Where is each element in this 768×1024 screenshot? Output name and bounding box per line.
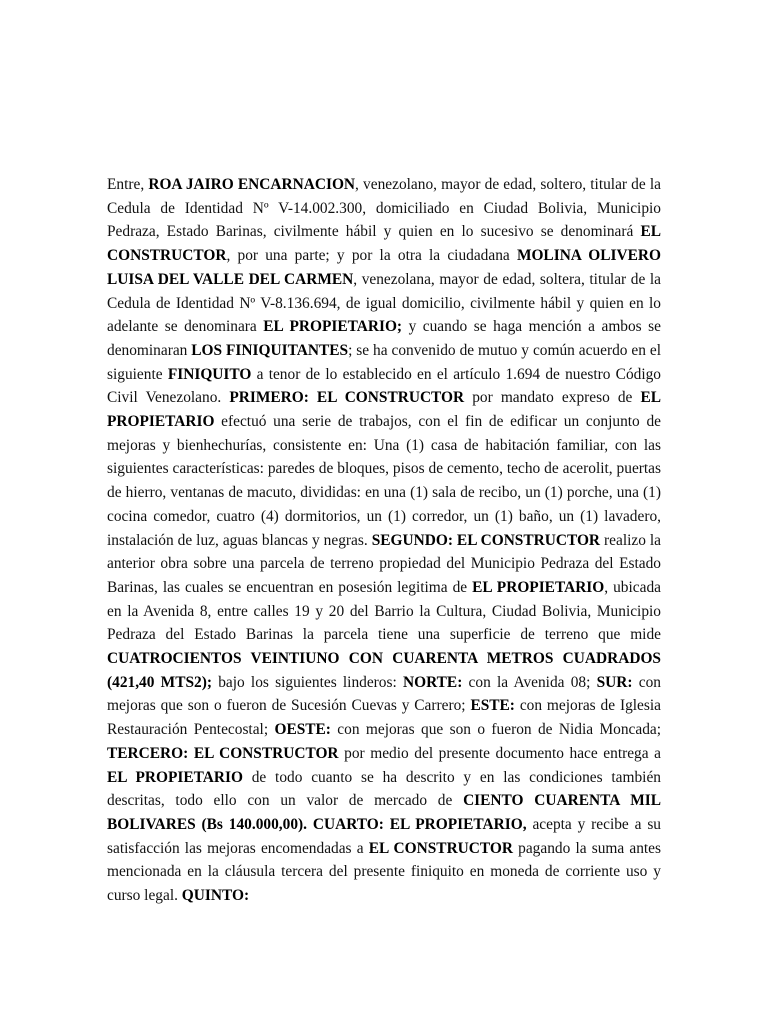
bold-term: MOLINA OLIVERO LUISA DEL VALLE DEL CARMEN [107, 247, 661, 288]
bold-term: CIENTO CUARENTA MIL BOLIVARES (Bs 140.000,00). CUARTO: EL PROPIETARIO, [107, 792, 661, 833]
text-run: ; se ha convenido de mutuo y común acuerdo en el siguiente [107, 341, 662, 383]
text-run: , venezolano, mayor de edad, soltero, titular de la Cedula de Identidad Nº V-14.002.300, domiciliado en Ciudad Bolivia, Municipio Pedraza, Estado Barinas, civilmente hábil y quien en lo sucesivo se denominará [107, 176, 661, 241]
bold-term: SEGUNDO: EL CONSTRUCTOR [371, 531, 601, 549]
text-run: bajo los siguientes linderos: [211, 673, 403, 691]
bold-term: PRIMERO: EL CONSTRUCTOR [229, 389, 465, 407]
bold-term: EL CONSTRUCTOR [107, 223, 661, 265]
bold-term: FINIQUITO [167, 365, 252, 383]
bold-term: EL PROPIETARIO; [263, 318, 403, 336]
text-run: y cuando se haga mención a ambos se denominaran [107, 318, 661, 359]
text-run: por medio del presente documento hace entrega a [338, 744, 661, 762]
text-run: por mandato expreso de [464, 389, 641, 407]
bold-term: EL CONSTRUCTOR [368, 839, 513, 857]
text-run: con la Avenida 08; [462, 673, 597, 691]
text-run: con mejoras que son o fueron de Sucesión Cuevas y Carrero; [107, 673, 661, 715]
bold-term: ESTE: [470, 697, 515, 715]
text-run: de todo cuanto se ha descrito y en las condiciones también descritas, todo ello con un valor de mercado de [107, 768, 661, 810]
bold-term: EL PROPIETARIO [107, 389, 662, 431]
bold-term: CUATROCIENTOS VEINTIUNO CON CUARENTA METROS CUADRADOS (421,40 MTS2); [107, 650, 661, 691]
bold-term: SUR: [596, 673, 633, 691]
bold-term: LOS FINIQUITANTES [191, 341, 349, 359]
bold-term: QUINTO: [181, 887, 250, 905]
bold-term: TERCERO: EL CONSTRUCTOR [107, 744, 339, 762]
text-run: pagando la suma antes mencionada en la cláusula tercera del presente finiquito en moneda de corriente uso y curso legal. [107, 839, 661, 905]
bold-term: EL PROPIETARIO [107, 768, 243, 786]
bold-term: EL PROPIETARIO [472, 578, 605, 596]
text-run: , ubicada en la Avenida 8, entre calles 19 y 20 del Barrio la Cultura, Ciudad Bolivia, Municipio Pedraza del Estado Barinas la parcela tiene una superficie de terreno que mide [107, 578, 661, 644]
text-run: , por una parte; y por la otra la ciudadana [226, 247, 517, 265]
finiquito-body-text [107, 173, 661, 908]
text-run: acepta y recibe a su satisfacción las mejoras encomendadas a [107, 815, 661, 857]
text-run: con mejoras que son o fueron de Nidia Moncada; [330, 721, 661, 739]
text-run: realizo la anterior obra sobre una parcela de terreno propiedad del Municipio Pedraza del Estado Barinas, las cuales se encuentran en posesión legitima de [107, 531, 662, 596]
text-run: con mejoras de Iglesia Restauración Pentecostal; [107, 697, 661, 739]
text-run: Entre, [107, 176, 149, 193]
bold-term: ROA JAIRO ENCARNACION [148, 176, 356, 193]
text-run: efectuó una serie de trabajos, con el fin de edificar un conjunto de mejoras y bienhechurías, consistente en: Una (1) casa de habitación familiar, con las siguientes características: paredes de bloques, pisos de cemento, techo de acerolit, puertas de hierro, ventanas de macuto, divididas: en una (1) sala de recibo, un (1) porche, una (1) cocina comedor, cuatro (4) dormitorios, un (1) corredor, un (1) baño, un (1) lavadero, instalación de luz, aguas blancas y negras. [107, 413, 661, 549]
text-run: a tenor de lo establecido en el artículo 1.694 de nuestro Código Civil Venezolano. [107, 365, 661, 407]
bold-term: OESTE: [274, 721, 331, 739]
bold-term: NORTE: [403, 673, 463, 691]
text-run: , venezolana, mayor de edad, soltera, titular de la Cedula de Identidad Nº V-8.136.694, de igual domicilio, civilmente hábil y quien en lo adelante se denominara [107, 270, 661, 336]
